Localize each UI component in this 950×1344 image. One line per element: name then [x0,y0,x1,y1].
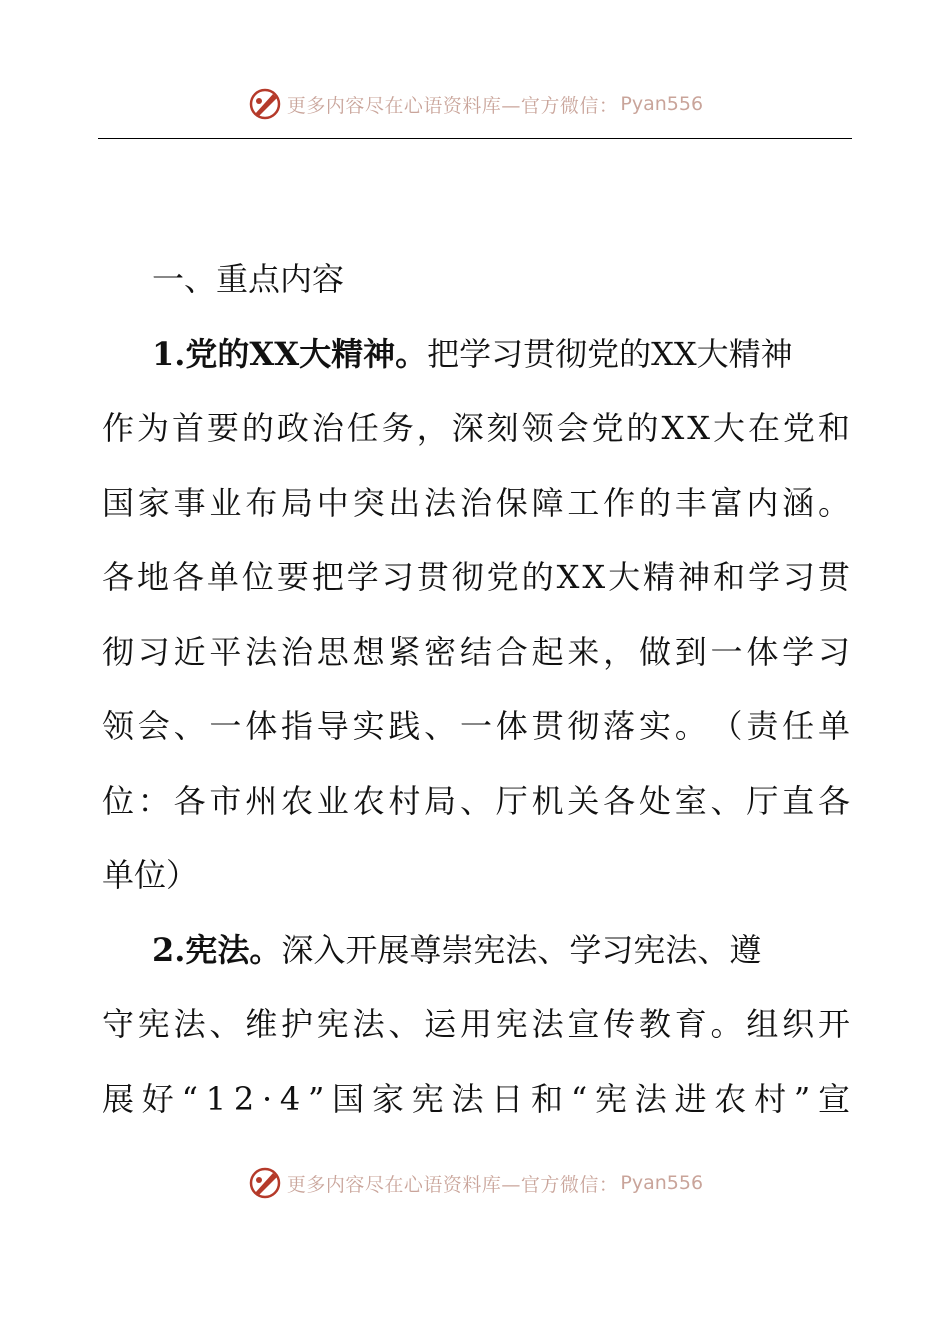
item2-title: 2.宪法。 [152,930,282,969]
paragraph-line: 各 地 各 单 位 要 把 学 习 贯 彻 党 的 X X 大 精 神 和 学 习 贯 [102,558,850,596]
paragraph-line: 国 家 事 业 布 局 中 突 出 法 治 保 障 工 作 的 丰 富 内 涵 。 [102,483,850,522]
paragraph-line: 展 好 “ 1 2 · 4 ” 国 家 宪 法 日 和 “ 宪 法 进 农 村 ” 宣 [102,1079,850,1118]
paragraph-line: 1.党的XX大精神。 把学习贯彻党的XX大精神 [102,317,850,392]
footer-wechat-id: Pyan556 [620,1172,704,1194]
brand-logo-icon [247,86,283,122]
paragraph-line: 单位） [102,856,199,894]
paragraph-line: 2.宪法。 深入开展尊崇宪法、学习宪法、遵 [102,913,850,988]
document-body [102,242,850,1136]
header-divider [98,138,852,139]
header-wechat-id: Pyan556 [620,93,704,115]
section-heading: 一、重点内容 [152,260,345,298]
footer-banner [0,1161,950,1205]
paragraph-line: 领 会 、 一 体 指 导 实 践 、 一 体 贯 彻 落 实 。 （ 责 任 单 [102,707,850,745]
header-banner [0,82,950,126]
paragraph-line: 位 ： 各 市 州 农 业 农 村 局 、 厅 机 关 各 处 室 、 厅 直 各 [102,781,850,820]
paragraph-line: 彻 习 近 平 法 治 思 想 紧 密 结 合 起 来 ， 做 到 一 体 学 习 [102,632,850,671]
brand-logo-icon [247,1165,283,1201]
header-brand-text: 更多内容尽在心语资料库—官方微信： [286,94,619,117]
paragraph-line: 作 为 首 要 的 政 治 任 务 ， 深 刻 领 会 党 的 X X 大 在 党 和 [102,409,850,447]
paragraph-line: 守 宪 法 、 维 护 宪 法 、 运 用 宪 法 宣 传 教 育 。 组 织 开 [102,1005,850,1043]
footer-brand-text: 更多内容尽在心语资料库—官方微信： [286,1173,619,1196]
item1-title: 1.党的XX大精神。 [152,334,428,373]
